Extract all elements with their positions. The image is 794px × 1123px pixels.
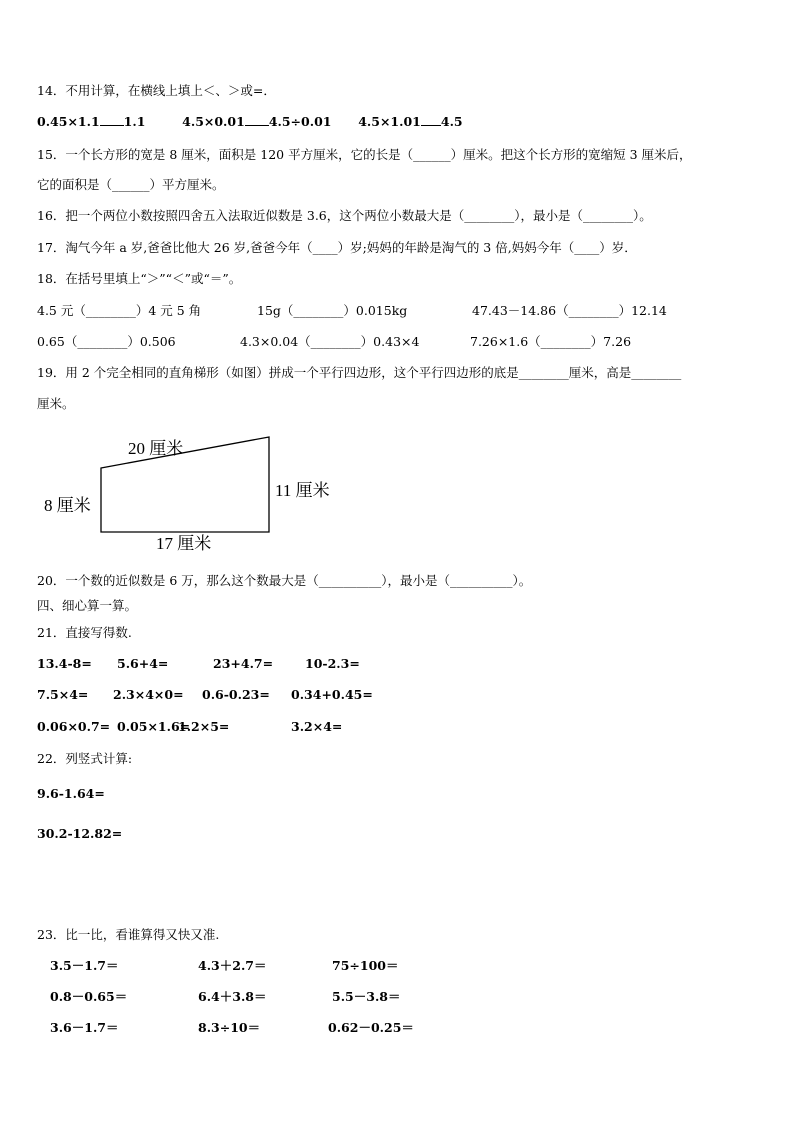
q21-r2c2: 2.3×4×0=: [113, 687, 184, 702]
q15-line2: 它的面积是（______）平方厘米。: [37, 177, 225, 192]
q14-item-1b: 1.1: [123, 114, 146, 129]
q23-r3c2: 8.3÷10＝: [198, 1020, 261, 1035]
q21-r1c3: 23+4.7=: [213, 656, 274, 671]
q14-blank-2[interactable]: [245, 114, 269, 126]
q14-item-2b: 4.5÷0.01: [268, 114, 332, 129]
trapezoid-shape: [101, 437, 269, 532]
q14-item-2a: 4.5×0.01: [182, 114, 245, 129]
q21-r3c4: 3.2×4=: [291, 719, 343, 734]
q23-r1c1: 3.5－1.7＝: [50, 958, 119, 973]
q18-r1c3: 47.43－14.86（________）12.14: [472, 303, 667, 318]
q21-r3c2: 0.05×1.6=: [117, 719, 191, 734]
q21-r2c1: 7.5×4=: [37, 687, 89, 702]
q21-r1c2: 5.6+4=: [117, 656, 169, 671]
q21-r1c4: 10-2.3=: [305, 656, 360, 671]
q14-item-3b: 4.5: [440, 114, 463, 129]
q18-r1c1: 4.5 元（________）4 元 5 角: [37, 303, 202, 318]
trapezoid-right-label: 11 厘米: [275, 481, 330, 500]
q18-title: 18．在括号里填上“＞”“＜”或“＝”。: [37, 271, 242, 286]
q14-item-3a: 4.5×1.01: [358, 114, 421, 129]
section4-title: 四、细心算一算。: [37, 598, 138, 613]
q14-title: 14．不用计算，在横线上填上＜、＞或=．: [37, 83, 276, 98]
q15-line1: 15．一个长方形的宽是 8 厘米，面积是 120 平方厘米，它的长是（______）厘米。把这个长方形的宽缩短 3 厘米后，: [37, 147, 692, 162]
q23-r2c1: 0.8－0.65＝: [50, 989, 128, 1004]
q19-line1: 19．用 2 个完全相同的直角梯形（如图）拼成一个平行四边形，这个平行四边形的底是________厘米，高是________: [37, 365, 682, 380]
q23-r2c2: 6.4＋3.8＝: [198, 989, 267, 1004]
q22-item-2: 30.2-12.82=: [37, 826, 123, 841]
q21-r3c3: 1.2×5=: [178, 719, 230, 734]
q14-blank-1[interactable]: [100, 114, 124, 126]
q18-r2c3: 7.26×1.6（________）7.26: [470, 334, 632, 349]
q21-r2c3: 0.6-0.23=: [202, 687, 270, 702]
q19-line2: 厘米。: [37, 396, 75, 411]
q21-r2c4: 0.34+0.45=: [291, 687, 373, 702]
q21-r1c1: 13.4-8=: [37, 656, 92, 671]
q22-title: 22．列竖式计算:: [37, 751, 133, 766]
q14-blank-3[interactable]: [421, 114, 441, 126]
q21-title: 21．直接写得数.: [37, 625, 132, 640]
q21-r3c1: 0.06×0.7=: [37, 719, 111, 734]
trapezoid-left-label: 8 厘米: [44, 496, 91, 515]
q14-items: [37, 114, 463, 130]
trapezoid-figure: [30, 425, 350, 560]
q18-r1c2: 15g（________）0.015kg: [257, 303, 408, 318]
q23-r1c3: 75÷100＝: [332, 958, 399, 973]
q18-r2c2: 4.3×0.04（________）0.43×4: [240, 334, 420, 349]
q23-r3c1: 3.6－1.7＝: [50, 1020, 119, 1035]
q23-r2c3: 5.5－3.8＝: [332, 989, 401, 1004]
q16-text: 16．把一个两位小数按照四舍五入法取近似数是 3.6，这个两位小数最大是（________），最小是（________）。: [37, 208, 652, 223]
q22-item-1: 9.6-1.64=: [37, 786, 105, 801]
trapezoid-top-label: 20 厘米: [128, 439, 184, 458]
q14-item-1a: 0.45×1.1: [37, 114, 100, 129]
q23-title: 23．比一比，看谁算得又快又准.: [37, 927, 220, 942]
trapezoid-bottom-label: 17 厘米: [156, 534, 212, 553]
q23-r1c2: 4.3＋2.7＝: [198, 958, 267, 973]
q18-r2c1: 0.65（________）0.506: [37, 334, 176, 349]
q17-text: 17．淘气今年 a 岁,爸爸比他大 26 岁,爸爸今年（____）岁;妈妈的年龄是淘气的 3 倍,妈妈今年（____）岁．: [37, 240, 637, 255]
q23-r3c3: 0.62－0.25＝: [328, 1020, 414, 1035]
q20-text: 20．一个数的近似数是 6 万，那么这个数最大是（__________），最小是（__________）。: [37, 573, 532, 588]
